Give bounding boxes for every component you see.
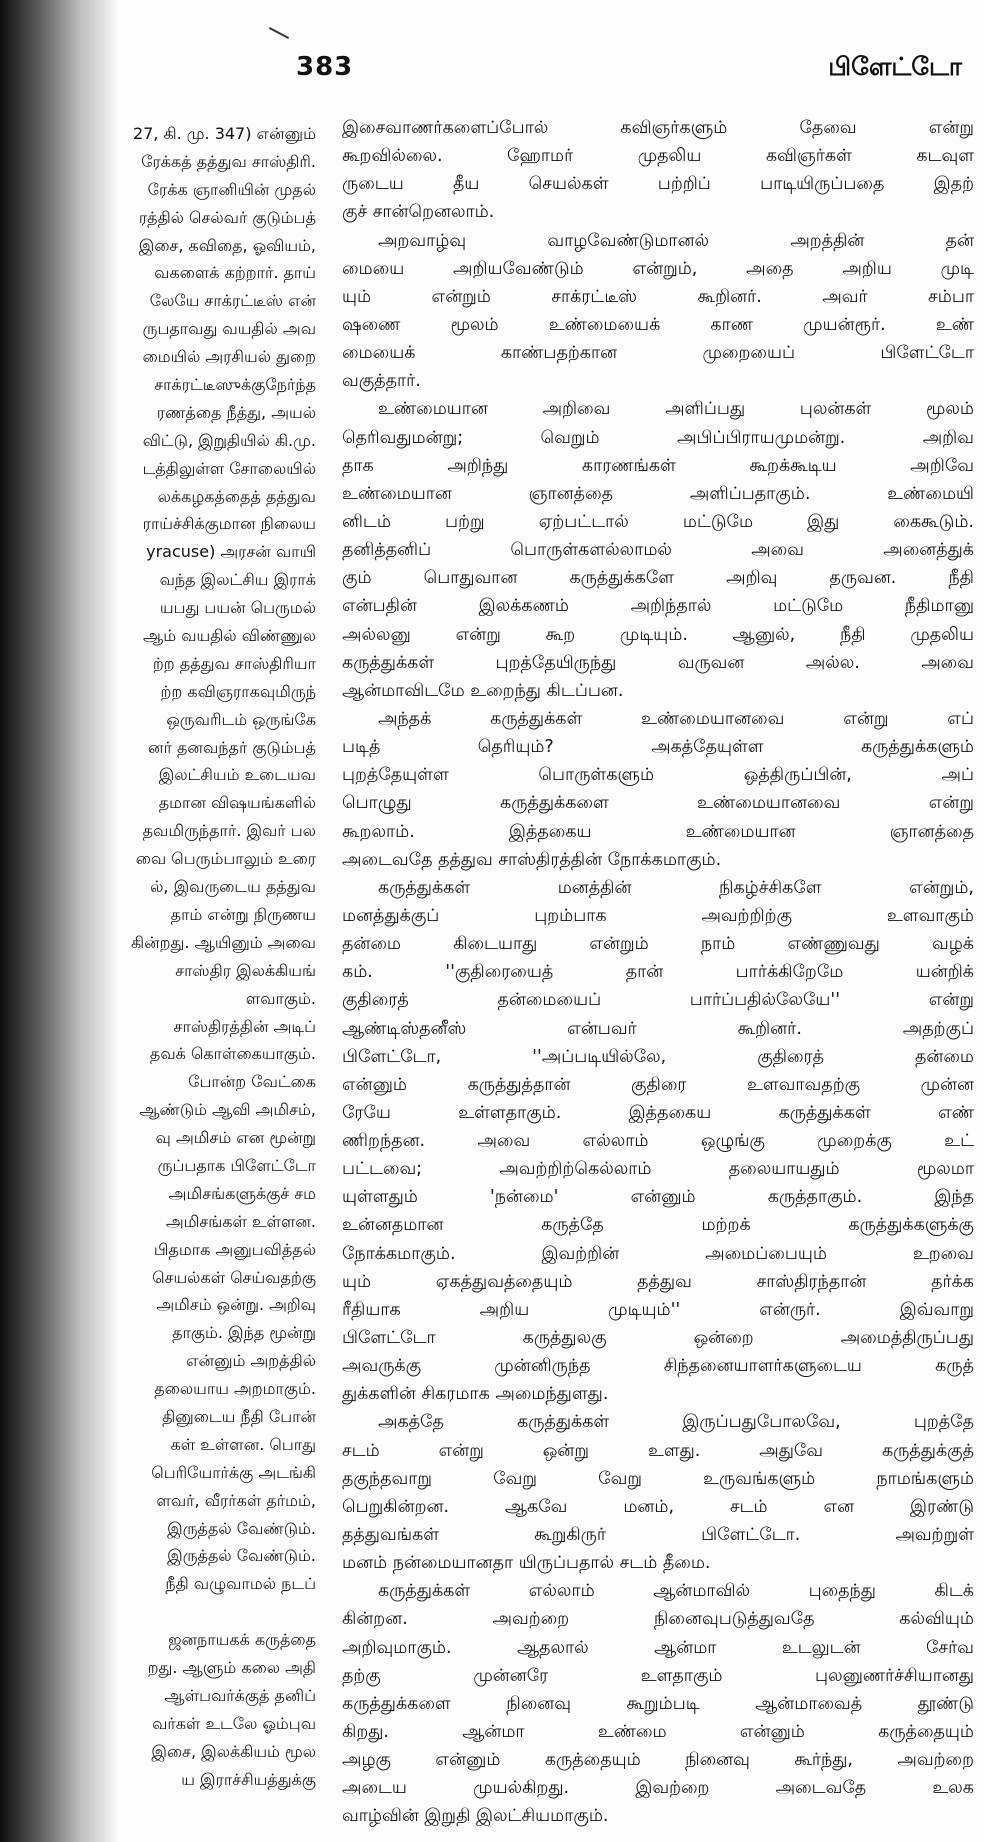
paragraph <box>342 1408 974 1577</box>
left-column-line: இருத்தல் வேண்டும். <box>167 1546 316 1566</box>
paragraph-line: ரேயே உள்ளதாகும். இத்தகைய கருத்துக்கள் எண் <box>342 1102 974 1123</box>
paragraph-line: குதிரைத் தன்மையைப் பார்ப்பதில்லேயே'' என்று <box>342 990 974 1011</box>
paragraph <box>342 705 974 874</box>
paragraph <box>342 395 974 705</box>
left-column-line: டத்திலுள்ள சோலையில் <box>142 458 316 478</box>
left-column-line: ஆண்டும் ஆவி அமிசம், <box>139 1100 316 1120</box>
left-column-line: ற்ற கவிஞராகவுமிருந் <box>160 681 316 701</box>
left-column-line: சாக்ரட்டீஸுக்குநேர்ந்த <box>154 375 316 395</box>
left-column-line: ஜனநாயகக் கருத்தை <box>168 1630 316 1650</box>
paragraph-line: மையைக் காண்பதற்கான முறையைப் பிளேட்டோ <box>342 343 974 364</box>
page-number: 383 <box>296 52 354 82</box>
paragraph-line: ருடைய தீய செயல்கள் பற்றிப் பாடியிருப்பதை இதற் <box>342 174 974 195</box>
left-column-line: 27, கி. மு. 347) என்னும் <box>132 124 316 143</box>
paragraph-line: ரீதியாக அறிய முடியும்'' என்ருர். இவ்வாறு <box>342 1299 974 1320</box>
paragraph-line: வகுத்தார். <box>342 371 421 392</box>
paragraph-line: அழகு என்னும் கருத்தையும் நினைவு கூர்ந்து, அவற்றை <box>342 1750 974 1771</box>
paragraph-line: கூறவில்லை. ஹோமர் முதலிய கவிஞர்கள் கடவுள <box>342 146 974 167</box>
paragraph-line: கூறலாம். இத்தகைய உண்மையான ஞானத்தை <box>342 821 974 842</box>
left-column-line: அமிசங்களுக்குச் சம <box>168 1183 316 1203</box>
left-column-line: பெரியோர்க்கு அடங்கி <box>151 1462 316 1482</box>
paragraph-line: அறவாழ்வு வாழவேண்டுமானல் அறத்தின் தன் <box>378 230 974 251</box>
paragraph-line: ஆன்மாவிடமே உறைந்து கிடப்பன. <box>342 680 624 701</box>
left-column-line: போன்ற வேட்கை <box>188 1072 316 1092</box>
left-column-line: வு அமிசம் என மூன்று <box>155 1128 316 1148</box>
left-column-line: வை பெரும்பாலும் உரை <box>135 849 316 869</box>
left-column-line: அமிசங்கள் உள்ளன. <box>165 1211 316 1231</box>
paragraph-line: உண்மையான ஞானத்தை அளிப்பதாகும். உண்மையி <box>342 483 974 504</box>
paragraph-line: அல்லனு என்று கூற முடியும். ஆனுல், நீதி முதலிய <box>342 624 974 645</box>
paragraph-line: என்பதின் இலக்கணம் அறிந்தால் மட்டுமே நீதிமானு <box>342 596 974 617</box>
left-column-line: சாஸ்திர இலக்கியங் <box>175 960 316 980</box>
left-column-line: அமிசம் ஒன்று. அறிவு <box>156 1295 316 1315</box>
left-column-line: தாம் என்று நிருணய <box>170 904 316 924</box>
left-column-line: தாகும். இந்த மூன்று <box>172 1323 316 1343</box>
paragraph-line: பட்டவை; அவற்றிற்கெல்லாம் தலையாயதும் மூலமா <box>342 1159 974 1180</box>
paragraph-line: வாழ்வின் இறுதி இலட்சியமாகும். <box>342 1806 609 1827</box>
paragraph-line: படித் தெரியும்? அகத்தேயுள்ள கருத்துக்களும் <box>342 737 974 758</box>
left-column-line: பிதமாக அனுபவித்தல் <box>153 1239 316 1259</box>
paragraph-line: கருத்துக்களை நினைவு கூறும்படி ஆன்மாவைத் தூண்டு <box>342 1693 974 1714</box>
paragraph-line: தத்துவங்கள் கூறுகிருர் பிளேட்டோ. அவற்றுள் <box>342 1525 974 1546</box>
paragraph-line: தெரிவதுமன்று; வெறும் அபிப்பிராயமுமன்று. அறிவ <box>342 427 974 448</box>
paragraph-line: தற்கு முன்னரே உளதாகும் புலனுணர்ச்சியானது <box>342 1665 974 1686</box>
left-column-line: ரணத்தை நீத்து, அயல் <box>156 402 316 422</box>
paragraph-line: துக்களின் சிகரமாக அமைந்துளது. <box>342 1384 609 1405</box>
left-column-line: றது. ஆளும் கலை அதி <box>147 1657 316 1677</box>
running-head: பிளேட்டோ <box>828 52 962 81</box>
left-column-line: யபது பயன் பெருமல் <box>159 598 316 618</box>
paragraph-line: மையை அறியவேண்டும் என்றும், அதை அறிய முடி <box>342 258 974 279</box>
left-column-line: ருப்பதாக பிளேட்டோ <box>157 1155 316 1175</box>
paragraph-line: மனத்துக்குப் புறம்பாக அவற்றிற்கு உளவாகும் <box>342 905 974 926</box>
left-column-line: ஆள்பவர்க்குத் தனிப் <box>164 1685 316 1705</box>
left-column-line: ருபதாவது வயதில் அவ <box>142 319 316 339</box>
paragraph-line: கம். ''குதிரையைத் தான் பார்க்கிறேமே யன்றிக் <box>342 962 974 983</box>
paragraph-line: ஷணை மூலம் உண்மையைக் காண முயன்ரூர். உண் <box>342 314 974 335</box>
paragraph-line: மனம் நன்மையானதா யிருப்பதால் சடம் தீமை. <box>342 1553 711 1574</box>
paragraph-line: பிளேட்டோ கருத்துலகு ஒன்றை அமைத்திருப்பது <box>342 1328 974 1349</box>
left-column-line: லக்கழகத்தைத் தத்துவ <box>157 486 316 506</box>
paragraph-line: நோக்கமாகும். இவற்றின் அமைப்பையும் உறவை <box>342 1243 974 1264</box>
paragraph-line: அறிவுமாகும். ஆதலால் ஆன்மா உடலுடன் சேர்வ <box>342 1637 974 1658</box>
left-column-line: இலட்சியம் உடையவ <box>158 765 316 785</box>
paragraph-line: குச் சான்றெனலாம். <box>342 202 495 223</box>
left-column-line: விட்டு, இறுதியில் கி.மு. <box>142 430 316 450</box>
left-column-line: மையில் அரசியல் துறை <box>142 347 316 367</box>
left-column-line: ளவாகும். <box>245 988 316 1008</box>
left-column-line: நீதி வழுவாமல் நடப் <box>165 1574 316 1594</box>
paragraph-line: புறத்தேயுள்ள பொருள்களும் ஒத்திருப்பின், அப் <box>342 765 974 786</box>
left-column-line: தினுடைய நீதி போன் <box>162 1406 316 1426</box>
left-column-line <box>26 1598 316 1626</box>
left-column-line: ற்ற தத்துவ சாஸ்திரியா <box>152 653 316 673</box>
left-column-line: இருத்தல் வேண்டும். <box>167 1518 316 1538</box>
paragraph-line: பிளேட்டோ, ''அப்படியில்லே, குதிரைத் தன்மை <box>342 1046 974 1067</box>
left-column-line: ஆம் வயதில் விண்ணுல <box>143 626 316 646</box>
left-column-line: ளவர், வீரர்கள் தர்மம், <box>156 1490 316 1510</box>
paragraph-line: கருத்துக்கள் புறத்தேயிருந்து வருவன அல்ல. அவை <box>342 652 974 673</box>
left-column-line: கள் உள்ளன. பொது <box>170 1434 316 1454</box>
paragraph-line: சடம் என்று ஒன்று உளது. அதுவே கருத்துக்குத் <box>342 1440 974 1461</box>
left-column-line: வகளைக் கற்றார். தாய் <box>154 263 316 283</box>
left-column-line: கின்றது. ஆயினும் அவை <box>131 932 316 952</box>
paragraph-line: உண்மையான அறிவை அளிப்பது புலன்கள் மூலம் <box>378 399 974 420</box>
left-column-line: தவக் கொள்கையாகும். <box>149 1044 316 1064</box>
paragraph-line: கும் பொதுவான கருத்துக்களே அறிவு தருவன. நீதி <box>342 568 974 589</box>
paragraph-line: தாக அறிந்து காரணங்கள் கூறக்கூடிய அறிவே <box>342 455 974 476</box>
left-column-line: சாஸ்திரத்தின் அடிப் <box>173 1016 316 1036</box>
paragraph-line: உன்னதமான கருத்தே மற்றக் கருத்துக்களுக்கு <box>342 1215 974 1236</box>
paragraph-line: அவருக்கு முன்னிருந்த சிந்தனையாளர்களுடைய கருத் <box>342 1356 974 1377</box>
paragraph <box>342 114 974 227</box>
paragraph <box>342 1577 974 1830</box>
paragraph-line: தன்மை கிடையாது என்றும் நாம் எண்ணுவது வழக் <box>342 934 974 955</box>
left-column-line: ராய்ச்சிக்குமான நிலைய <box>142 514 316 534</box>
left-column-line: ரேக்க ஞானியின் முதல் <box>147 179 316 199</box>
left-column-line: ஒருவரிடம் ஒருங்கே <box>166 709 316 729</box>
left-column-line: இசை, இலக்கியம் மூல <box>151 1741 316 1761</box>
paragraph-line: அடைய முயல்கிறது. இவற்றை அடைவதே உலக <box>342 1778 974 1799</box>
paragraph-line: தனித்தனிப் பொருள்களல்லாமல் அவை அனைத்துக் <box>342 540 974 561</box>
left-column-line: ரேக்கத் தத்துவ சாஸ்திரி. <box>141 151 316 171</box>
paragraph-line: ணிறந்தன. அவை எல்லாம் ஒழுங்கு முறைக்கு உட் <box>342 1131 974 1152</box>
paragraph-line: கின்றன. அவற்றை நினைவுபடுத்துவதே கல்வியும் <box>342 1609 974 1630</box>
left-column-line: தலையாய அறமாகும். <box>154 1379 316 1399</box>
paragraph-line: ஆண்டிஸ்தனீஸ் என்பவர் கூறினர். அதற்குப் <box>342 1018 974 1039</box>
paragraph <box>342 874 974 1409</box>
paragraph-line: அந்தக் கருத்துக்கள் உண்மையானவை என்று எப் <box>378 708 974 729</box>
paragraph-line: என்னும் கருத்துத்தான் குதிரை உளவாவதற்கு முன்ன <box>342 1074 974 1095</box>
left-column-line: ரத்தில் செல்வர் குடும்பத் <box>138 207 316 227</box>
left-column-line: தவமிருந்தார். இவர் பல <box>142 821 316 841</box>
left-text-column <box>26 120 316 1793</box>
left-column-line: இசை, கவிதை, ஓவியம், <box>138 235 316 255</box>
paragraph-line: கருத்துக்கள் மனத்தின் நிகழ்ச்சிகளே என்றும், <box>378 877 974 898</box>
left-column-line: ய இராச்சியத்துக்கு <box>181 1769 316 1789</box>
paragraph-line: கருத்துக்கள் எல்லாம் ஆன்மாவில் புதைந்து கிடக் <box>378 1581 974 1602</box>
left-column-line: செயல்கள் செய்வதற்கு <box>152 1267 316 1287</box>
paragraph-line: யும் ஏகத்துவத்தையும் தத்துவ சாஸ்திரந்தான் தர்க்க <box>342 1271 974 1292</box>
left-column-line: லேயே சாக்ரட்டீஸ் என் <box>149 291 316 311</box>
paragraph-line: யுள்ளதும் 'நன்மை' என்னும் கருத்தாகும். இந்த <box>342 1187 974 1208</box>
left-column-line: வர்கள் உடலே ஓம்புவ <box>152 1713 316 1733</box>
left-column-line: என்னும் அறத்தில் <box>185 1351 316 1371</box>
paragraph-line: னிடம் பற்று ஏற்பட்டால் மட்டுமே இது கைகூடும். <box>342 511 974 532</box>
paragraph-line: பெறுகின்றன. ஆகவே மனம், சடம் என இரண்டு <box>342 1496 974 1517</box>
paragraph-line: அகத்தே கருத்துக்கள் இருப்பதுபோலவே, புறத்தே <box>378 1412 974 1433</box>
paragraph-line: பொழுது கருத்துக்களை உண்மையானவை என்று <box>342 793 974 814</box>
left-column-line: ல், இவருடைய தத்துவ <box>150 877 316 897</box>
right-text-column <box>342 114 974 1831</box>
paragraph <box>342 227 974 396</box>
paragraph-line: அடைவதே தத்துவ சாஸ்திரத்தின் நோக்கமாகும். <box>342 849 722 870</box>
paragraph-line: இசைவாணர்களைப்போல் கவிஞர்களும் தேவை என்று <box>342 118 974 138</box>
left-column-line: yracuse) அரசன் வாயி <box>146 542 316 562</box>
paragraph-line: யும் என்றும் சாக்ரட்டீஸ் கூறினர். அவர் சம்பா <box>342 286 974 307</box>
left-column-line: வந்த இலட்சிய இராக் <box>159 570 316 590</box>
left-column-line: னர் தனவந்தர் குடும்பத் <box>148 737 316 757</box>
left-column-line: தமான விஷயங்களில் <box>158 793 316 813</box>
paragraph-line: தகுந்தவாறு வேறு வேறு உருவங்களும் நாமங்களும் <box>342 1468 974 1489</box>
pen-mark <box>269 27 289 39</box>
paragraph-line: கிறது. ஆன்மா உண்மை என்னும் கருத்தையும் <box>342 1722 974 1743</box>
